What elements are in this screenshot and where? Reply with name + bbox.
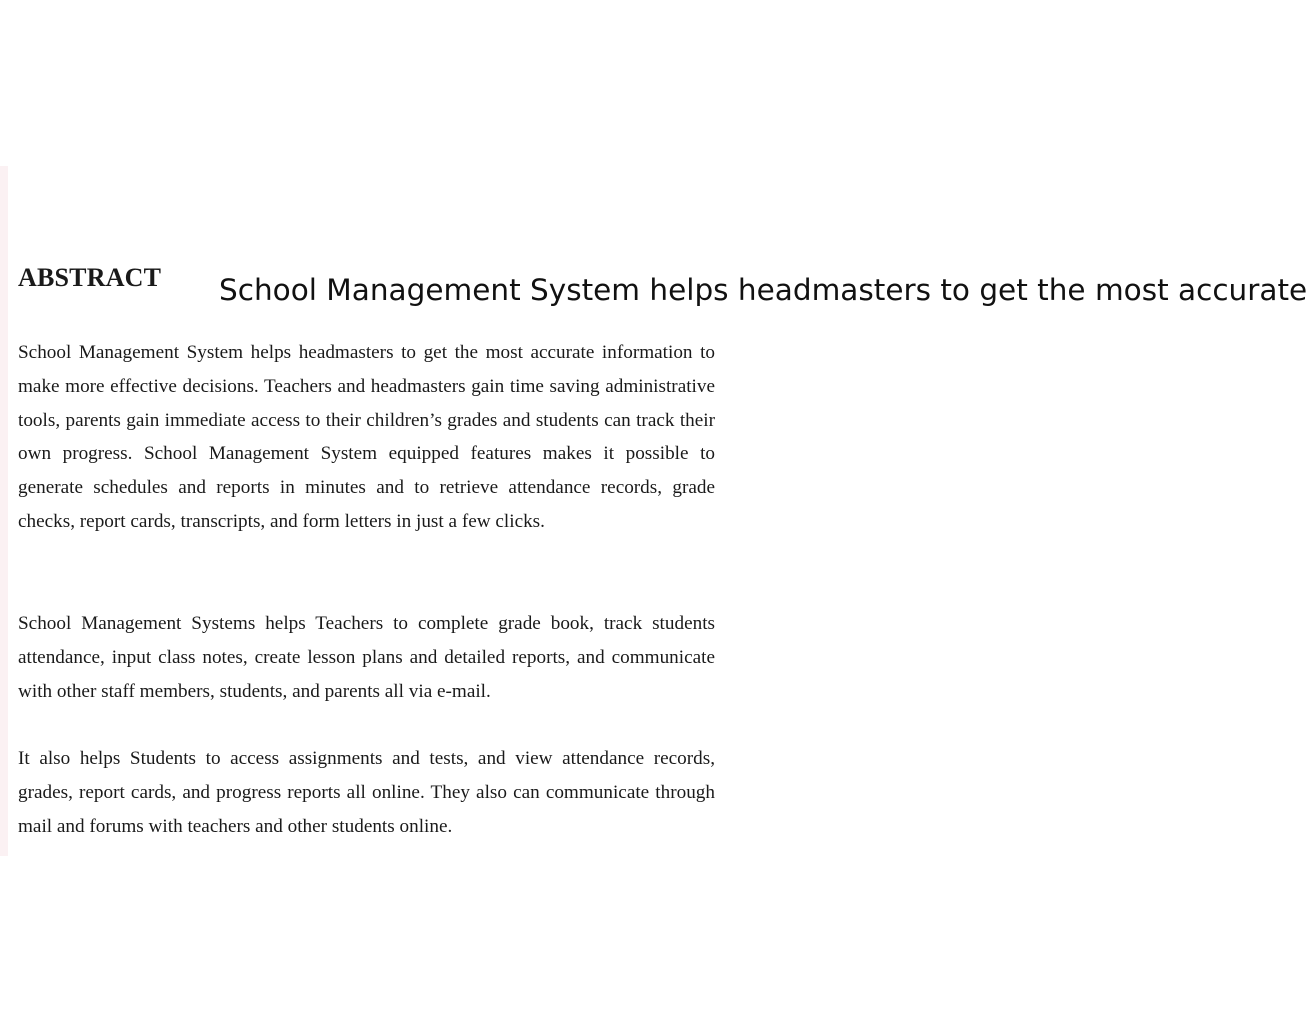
abstract-paragraph-3: It also helps Students to access assignments and tests, and view attendance records, grades, report cards, and progress reports all online. They also can communicate through mail and forums with teachers and other students online. [18,748,715,837]
abstract-paragraph-1: School Management System helps headmasters to get the most accurate information to make more effective decisions. Teachers and headmasters gain time saving administrative tools, parents gain immediate access to their children’s grades and students can track their own progress. School Management System equipped features makes it possible to generate schedules and reports in minutes and to retrieve attendance records, grade checks, report cards, transcripts, and form letters in just a few clicks. [18,342,715,532]
overlay-caption-text: School Management System helps headmasters to get the most accurate [219,273,1307,307]
abstract-heading: ABSTRACT [18,263,162,292]
abstract-paragraph-2: School Management Systems helps Teachers to complete grade book, track students attendance, input class notes, create lesson plans and detailed reports, and communicate with other staff members, students, and parents all via e-mail. [18,613,715,702]
page-left-edge [0,166,8,856]
